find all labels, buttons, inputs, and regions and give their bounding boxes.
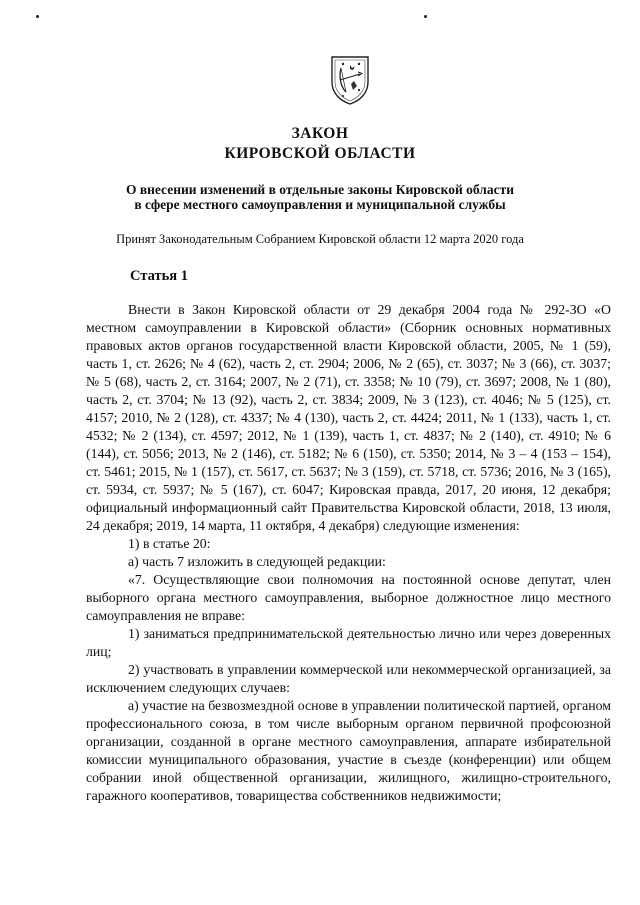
paragraph: а) участие на безвозмездной основе в управлении политической партией, органом профессионального союза, в том числе выборным органом первичной профсоюзной организации, созданной в органе местного самоуправления, аппарате избирательной комиссии муниципального образования, участие в съезде (конференции) или общем собрании иной общественной организации, жилищного, жилищно-строительного, гаражного кооперативов, товарищества собственников недвижимости; bbox=[86, 698, 611, 803]
paragraph: 1) в статье 20: bbox=[128, 536, 211, 551]
paragraph: «7. Осуществляющие свои полномочия на постоянной основе депутат, член выборного органа местного самоуправления, выборное должностное лицо местного самоуправления не вправе: bbox=[86, 572, 611, 623]
law-region: КИРОВСКОЙ ОБЛАСТИ bbox=[224, 145, 416, 162]
paragraph: Внести в Закон Кировской области от 29 декабря 2004 года № 292-ЗО «О местном самоуправлении в Кировской области» (Сборник основных нормативных правовых актов органов государственной власти Кировской области, 2005, № 1 (59), часть 1, ст. 2626; № 4 (62), часть 2, ст. 2904; 2006, № 2 (65), ст. 3037; № 3 (66), ст. 3037; № 5 (68), часть 2, ст. 3164; 2007, № 2 (71), ст. 3358; № 10 (79), ст. 3697; 2008, № 1 (80), часть 2, ст. 3704; № 13 (92), часть 2, ст. 3834; 2009, № 3 (123), ст. 4046; № 5 (125), ст. 4157; 2010, № 2 (128), ст. 4337; № 4 (130), часть 2, ст. 4424; 2011, № 1 (133), часть 1, ст. 4532; № 2 (134), ст. 4597; 2012, № 1 (139), часть 1, ст. 4837; № 2 (140), ст. 4910; № 6 (144), ст. 5056; 2013, № 2 (146), ст. 5182; № 6 (150), ст. 5350; 2014, № 3 – 4 (153 – 154), ст. 5461; 2015, № 1 (157), ст. 5617, ст. 5637; № 3 (159), ст. 5718, ст. 5736; 2016, № 3 (165), ст. 5934, ст. 5937; № 5 (167), ст. 6047; Кировская правда, 2017, 20 июня, 12 декабря; официальный информационный сайт Правительства Кировской области, 2018, 13 июля, 24 декабря; 2019, 14 марта, 11 октября, 4 декабря) следующие изменения: bbox=[86, 302, 611, 533]
article-body bbox=[86, 301, 611, 805]
paragraph: 1) заниматься предпринимательской деятельностью лично или через доверенных лиц; bbox=[86, 626, 611, 659]
adoption-note: Принят Законодательным Собранием Кировской области 12 марта 2020 года bbox=[116, 232, 524, 246]
coat-of-arms-icon bbox=[329, 54, 371, 106]
article-title: Статья 1 bbox=[130, 268, 188, 284]
law-title: ЗАКОН bbox=[291, 125, 349, 142]
law-subtitle-line1: О внесении изменений в отдельные законы Кировской области bbox=[125, 182, 515, 197]
paragraph: а) часть 7 изложить в следующей редакции: bbox=[128, 554, 386, 569]
paragraph: 2) участвовать в управлении коммерческой или некоммерческой организацией, за исключением следующих случаев: bbox=[86, 662, 611, 695]
scan-mark-center bbox=[424, 15, 427, 18]
scan-mark-left bbox=[36, 15, 39, 18]
law-subtitle-line2: в сфере местного самоуправления и муниципальной службы bbox=[134, 197, 506, 212]
